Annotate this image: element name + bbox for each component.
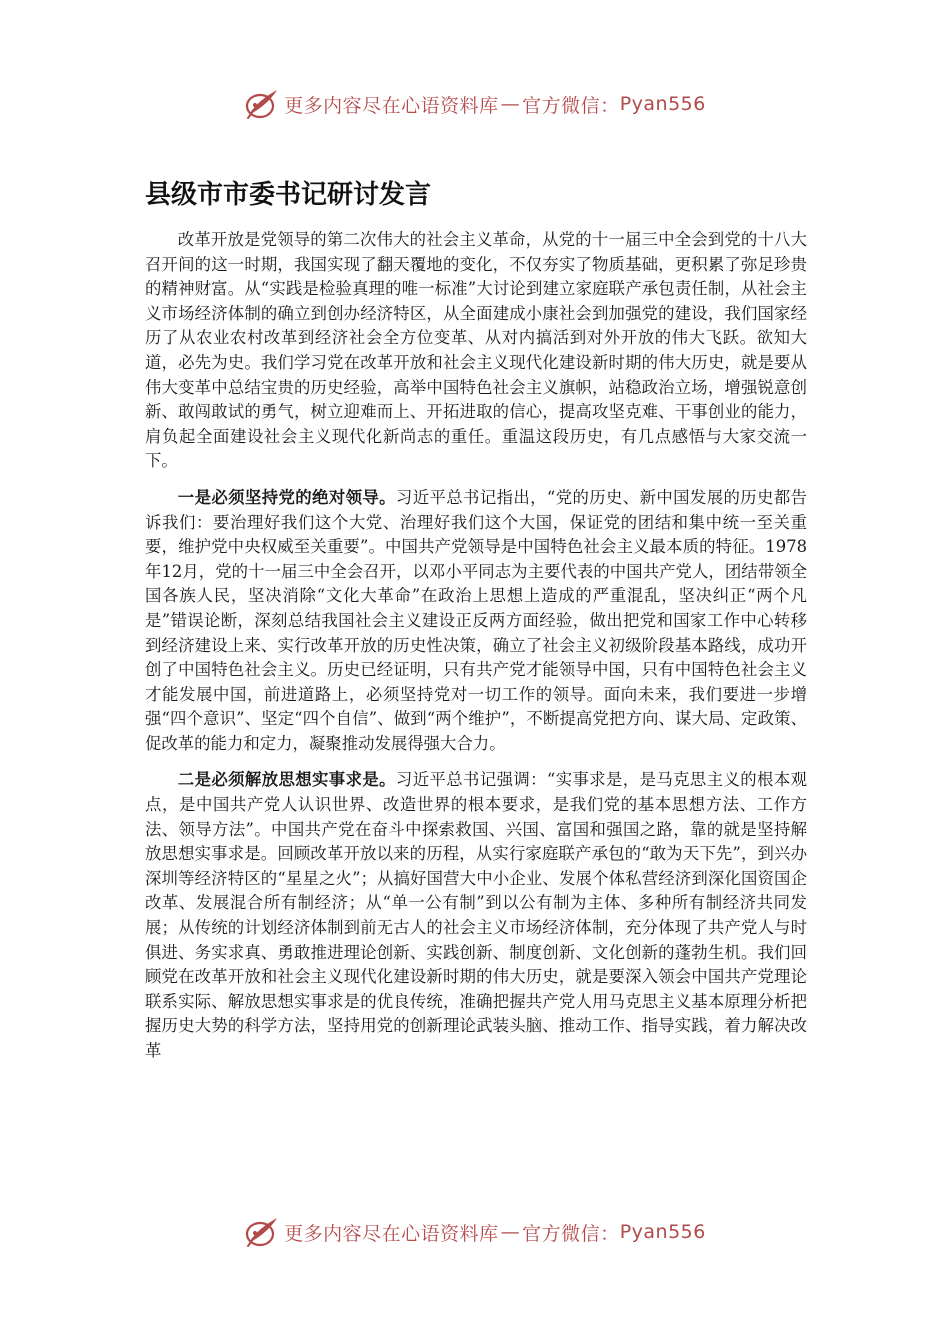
banner-wechat-id: Pyan556: [619, 1221, 706, 1243]
document-title: 县级市市委书记研讨发言: [145, 180, 432, 210]
quill-pen-logo-icon: [244, 86, 280, 122]
footer-watermark-banner: [0, 1210, 950, 1254]
quill-pen-logo-icon: [244, 1214, 280, 1250]
section-1-paragraph: [145, 486, 807, 757]
banner-separator: —: [500, 93, 521, 115]
banner-text: 更多内容尽在心语资料库: [284, 94, 499, 117]
section-2-body: 习近平总书记强调：“实事求是，是马克思主义的根本观点，是中国共产党人认识世界、改造世界的根本要求，是我们党的基本思想方法、工作方法、领导方法”。中国共产党在奋斗中探索救国、兴国、富国和强国之路，靠的就是坚持解放思想实事求是。回顾改革开放以来的历程，从实行家庭联产承包的“敢为天下先”，到兴办深圳等经济特区的“星星之火”；从搞好国营大中小企业、发展个体私营经济到深化国资国企改革、发展混合所有制经济；从“单一公有制”到以公有制为主体、多种所有制经济共同发展；从传统的计划经济体制到前无古人的社会主义市场经济体制，充分体现了共产党人与时俱进、务实求真、勇敢推进理论创新、实践创新、制度创新、文化创新的蓬勃生机。我们回顾党在改革开放和社会主义现代化建设新时期的伟大历史，就是要深入领会中国共产党理论联系实际、解放思想实事求是的优良传统，准确把握共产党人用马克思主义基本原理分析把握历史大势的科学方法，坚持用党的创新理论武装头脑、推动工作、指导实践，着力解决改革: [145, 770, 807, 1060]
section-2-paragraph: [145, 768, 807, 1063]
section-1-body: 习近平总书记指出，“党的历史、新中国发展的历史都告诉我们：要治理好我们这个大党、治理好我们这个大国，保证党的团结和集中统一至关重要，维护党中央权威至关重要”。中国共产党领导是中国特色社会主义最本质的特征。1978年12月，党的十一届三中全会召开，以邓小平同志为主要代表的中国共产党人，团结带领全国各族人民，坚决消除“文化大革命”在政治上思想上造成的严重混乱，坚决纠正“两个凡是”错误论断，深刻总结我国社会主义建设正反两方面经验，做出把党和国家工作中心转移到经济建设上来、实行改革开放的历史性决策，确立了社会主义初级阶段基本路线，成功开创了中国特色社会主义。历史已经证明，只有共产党才能领导中国，只有中国特色社会主义才能发展中国，前进道路上，必须坚持党对一切工作的领导。面向未来，我们要进一步增强“四个意识”、坚定“四个自信”、做到“两个维护”，不断提高党把方向、谋大局、定政策、促改革的能力和定力，凝聚推动发展得强大合力。: [145, 487, 807, 753]
header-watermark-banner: [0, 82, 950, 126]
banner-text: 更多内容尽在心语资料库: [284, 1222, 499, 1245]
document-body: [145, 172, 807, 1076]
section-2-lead: 二是必须解放思想实事求是。: [177, 770, 396, 790]
section-1-lead: 一是必须坚持党的绝对领导。: [177, 487, 396, 507]
intro-paragraph: 改革开放是党领导的第二次伟大的社会主义革命，从党的十一届三中全会到党的十八大召开间的这一时期，我国实现了翻天覆地的变化，不仅夯实了物质基础，更积累了弥足珍贵的精神财富。从“实践是检验真理的唯一标准”大讨论到建立家庭联产承包责任制，从社会主义市场经济体制的确立到创办经济特区，从全面建成小康社会到加强党的建设，我们国家经历了从农业农村改革到经济社会全方位变革、从对内搞活到对外开放的伟大飞跃。欲知大道，必先为史。我们学习党在改革开放和社会主义现代化建设新时期的伟大历史，就是要从伟大变革中总结宝贵的历史经验，高举中国特色社会主义旗帜，站稳政治立场，增强锐意创新、敢闯敢试的勇气，树立迎难而上、开拓进取的信心，提高攻坚克难、干事创业的能力，肩负起全面建设社会主义现代化新尚志的重任。重温这段历史，有几点感悟与大家交流一下。: [145, 230, 807, 471]
banner-wechat-id: Pyan556: [619, 93, 706, 115]
banner-wechat-label: 官方微信：: [522, 1222, 620, 1245]
banner-wechat-label: 官方微信：: [522, 94, 620, 117]
banner-separator: —: [500, 1221, 521, 1243]
